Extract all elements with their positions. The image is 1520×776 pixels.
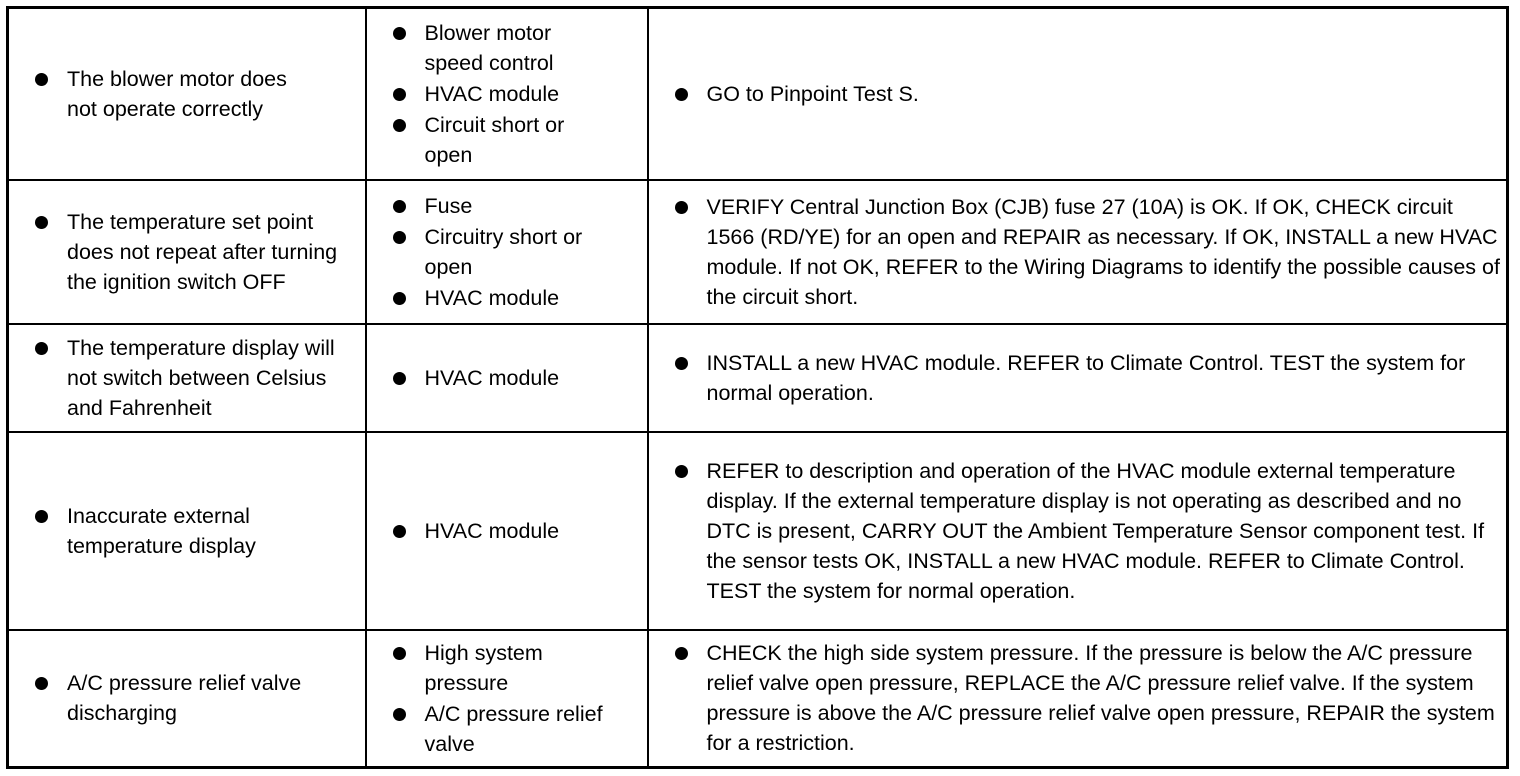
cause-item: A/C pressure relief valve <box>367 699 617 759</box>
condition-item: Inaccurate external temperature display <box>9 501 309 561</box>
cause-cell <box>366 8 648 180</box>
action-item: INSTALL a new HVAC module. REFER to Climate Control. TEST the system for normal operation. <box>649 348 1507 408</box>
cause-cell <box>366 630 648 768</box>
table-row <box>8 630 1508 768</box>
table-row <box>8 432 1508 630</box>
condition-cell <box>8 180 366 324</box>
condition-cell <box>8 324 366 432</box>
action-cell <box>648 324 1508 432</box>
cause-cell <box>366 180 648 324</box>
cause-item: HVAC module <box>367 516 647 546</box>
cause-item: HVAC module <box>367 283 617 313</box>
condition-cell <box>8 432 366 630</box>
action-cell <box>648 8 1508 180</box>
condition-cell <box>8 630 366 768</box>
action-item: CHECK the high side system pressure. If the pressure is below the A/C pressure relief valve open pressure, REPLACE the A/C pressure relief valve. If the system pressure is above the A/C pressure relief valve open pressure, REPAIR the system for a restriction. <box>649 638 1507 758</box>
action-cell <box>648 630 1508 768</box>
cause-item: HVAC module <box>367 363 647 393</box>
cause-cell <box>366 324 648 432</box>
cause-item: Circuitry short or open <box>367 222 617 282</box>
cause-item: Fuse <box>367 191 617 221</box>
action-item: VERIFY Central Junction Box (CJB) fuse 27 (10A) is OK. If OK, CHECK circuit 1566 (RD/YE) for an open and REPAIR as necessary. If OK, INSTALL a new HVAC module. If not OK, REFER to the Wiring Diagrams to identify the possible causes of the circuit short. <box>649 192 1507 312</box>
table-row <box>8 324 1508 432</box>
cause-item: High system pressure <box>367 638 617 698</box>
condition-item: The temperature display will not switch between Celsius and Fahrenheit <box>9 333 365 423</box>
condition-item: The temperature set point does not repeat after turning the ignition switch OFF <box>9 207 365 297</box>
action-item: REFER to description and operation of the HVAC module external temperature display. If the external temperature display is not operating as described and no DTC is present, CARRY OUT the Ambient Temperature Sensor component test. If the sensor tests OK, INSTALL a new HVAC module. REFER to Climate Control. TEST the system for normal operation. <box>649 456 1507 606</box>
condition-cell <box>8 8 366 180</box>
action-cell <box>648 432 1508 630</box>
table-row <box>8 180 1508 324</box>
diagnosis-table <box>6 6 1509 769</box>
action-cell <box>648 180 1508 324</box>
condition-item: The blower motor does not operate correctly <box>9 64 309 124</box>
condition-item: A/C pressure relief valve discharging <box>9 668 309 728</box>
cause-item: Blower motor speed control <box>367 18 617 78</box>
action-item: GO to Pinpoint Test S. <box>649 79 1507 109</box>
cause-item: HVAC module <box>367 79 617 109</box>
cause-cell <box>366 432 648 630</box>
table-row <box>8 8 1508 180</box>
cause-item: Circuit short or open <box>367 110 617 170</box>
